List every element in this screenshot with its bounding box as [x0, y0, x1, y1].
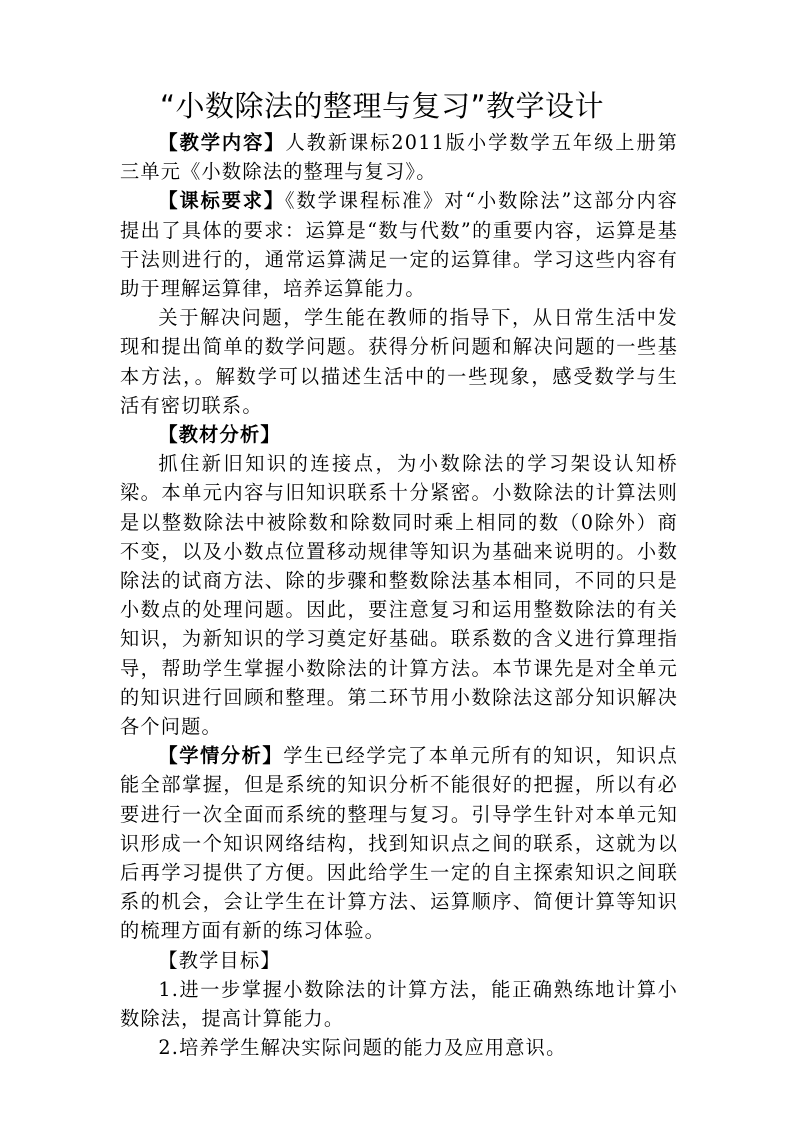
section-label-student-analysis: 【学情分析】: [158, 744, 284, 768]
paragraph-textbook-analysis: [120, 449, 678, 741]
paragraph-curriculum-requirements: [120, 186, 678, 303]
paragraph-text: 人教新课标2011版小学数学五年级上册第三单元《小数除法的整理与复习》。: [120, 131, 678, 184]
paragraph-textbook-analysis-heading: [120, 420, 678, 449]
paragraph-problem-solving: [120, 303, 678, 420]
document-title: “小数除法的整理与复习”教学设计: [160, 89, 605, 123]
section-label-teaching-content: 【教学内容】: [158, 131, 286, 154]
paragraph-student-analysis: [120, 741, 678, 945]
paragraph-text: 抓住新旧知识的连接点，为小数除法的学习架设认知桥梁。本单元内容与旧知识联系十分紧密。小数除法的计算法则是以整数除法中被除数和除数同时乘上相同的数（0除外）商不变，以及小数点位置移动规律等知识为基础来说明的。小数除法的试商方法、除的步骤和整数除法基本相同，不同的只是小数点的处理问题。因此，要注意复习和运用整数除法的有关知识，为新知识的学习奠定好基础。联系数的含义进行算理指导，帮助学生掌握小数除法的计算方法。本节课先是对全单元的知识进行回顾和整理。第二环节用小数除法这部分知识解决各个问题。: [120, 452, 678, 739]
section-label-textbook-analysis: 【教材分析】: [158, 423, 281, 447]
paragraph-teaching-content: [120, 128, 678, 186]
paragraph-goal-1: [120, 975, 678, 1033]
paragraph-goal-2: [120, 1033, 678, 1062]
paragraph-text: 关于解决问题，学生能在教师的指导下，从日常生活中发现和提出简单的数学问题。获得分析问题和解决问题的一些基本方法，。解数学可以描述生活中的一些现象，感受数学与生活有密切联系。: [120, 306, 678, 417]
paragraph-text: 《数学课程标准》对“小数除法”这部分内容提出了具体的要求：运算是“数与代数”的重要内容，运算是基于法则进行的，通常运算满足一定的运算律。学习这些内容有助于理解运算律，培养运算能力。: [120, 189, 678, 301]
section-label-curriculum-requirements: 【课标要求】: [158, 189, 286, 213]
paragraph-text: 1.进一步掌握小数除法的计算方法，能正确熟练地计算小数除法，提高计算能力。: [120, 977, 678, 1031]
section-label-teaching-goals: 【教学目标】: [158, 948, 281, 972]
paragraph-text: 2.培养学生解决实际问题的能力及应用意识。: [158, 1036, 567, 1060]
document-body: [120, 128, 678, 1063]
paragraph-teaching-goals-heading: [120, 946, 678, 975]
paragraph-text: 学生已经学完了本单元所有的知识，知识点能全部掌握，但是系统的知识分析不能很好的把握，所以有必要进行一次全面而系统的整理与复习。引导学生针对本单元知识形成一个知识网络结构，找到知识点之间的联系，这就为以后再学习提供了方便。因此给学生一定的自主探索知识之间联系的机会，会让学生在计算方法、运算顺序、简便计算等知识的梳理方面有新的练习体验。: [120, 744, 678, 943]
